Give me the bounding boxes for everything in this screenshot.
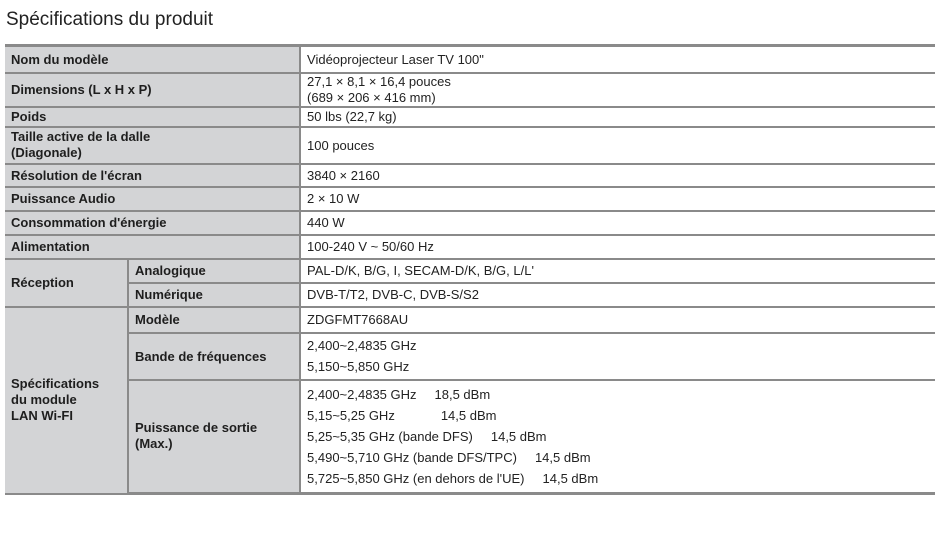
output-power-entry	[307, 405, 929, 426]
row-wifi-output-power	[5, 380, 935, 494]
value-wifi-output-power	[300, 380, 935, 494]
label-wifi-output-power	[128, 380, 300, 494]
row-reception-digital	[5, 283, 935, 307]
label-output-power-line2: (Max.)	[135, 436, 173, 452]
value-reception-digital: DVB-T/T2, DVB-C, DVB-S/S2	[300, 283, 935, 307]
row-wifi-model	[5, 307, 935, 333]
label-reception-analog: Analogique	[128, 259, 300, 283]
label-resolution: Résolution de l'écran	[5, 164, 300, 187]
output-power-entry	[307, 426, 929, 447]
label-wifi-module	[5, 307, 128, 494]
label-reception-digital: Numérique	[128, 283, 300, 307]
output-power-entry	[307, 468, 929, 489]
value-dimensions-inches: 27,1 × 8,1 × 16,4 pouces	[307, 73, 451, 89]
value-weight: 50 lbs (22,7 kg)	[300, 107, 935, 127]
output-power-band: 5,725~5,850 GHz (en dehors de l'UE)	[307, 470, 525, 486]
row-model-name	[5, 46, 935, 73]
output-power-entry	[307, 384, 929, 405]
frequency-band-item: 5,150~5,850 GHz	[307, 359, 410, 374]
value-power-supply: 100-240 V ~ 50/60 Hz	[300, 235, 935, 259]
label-power-consumption: Consommation d'énergie	[5, 211, 300, 235]
row-power-supply	[5, 235, 935, 259]
row-power-consumption	[5, 211, 935, 235]
value-wifi-frequency	[300, 333, 935, 380]
label-audio-power: Puissance Audio	[5, 187, 300, 211]
label-panel-size-line1: Taille active de la dalle	[11, 129, 151, 144]
row-reception-analog	[5, 259, 935, 283]
label-output-power-line1: Puissance de sortie	[135, 420, 258, 436]
output-power-value: 14,5 dBm	[534, 449, 591, 465]
label-wifi-line2: du module	[11, 392, 77, 407]
output-power-band: 5,25~5,35 GHz (bande DFS)	[307, 428, 473, 444]
label-wifi-line3: LAN Wi-FI	[11, 408, 73, 423]
label-panel-size-line2: (Diagonale)	[11, 145, 82, 160]
value-dimensions	[300, 73, 935, 107]
row-dimensions	[5, 73, 935, 107]
page-title: Spécifications du produit	[6, 9, 214, 30]
output-power-band: 5,490~5,710 GHz (bande DFS/TPC)	[307, 449, 517, 465]
value-reception-analog: PAL-D/K, B/G, I, SECAM-D/K, B/G, L/L'	[300, 259, 935, 283]
row-panel-size	[5, 127, 935, 164]
row-weight	[5, 107, 935, 127]
output-power-value: 14,5 dBm	[490, 428, 547, 444]
value-audio-power: 2 × 10 W	[300, 187, 935, 211]
label-wifi-line1: Spécifications	[11, 376, 100, 391]
label-wifi-frequency: Bande de fréquences	[128, 333, 300, 380]
value-power-consumption: 440 W	[300, 211, 935, 235]
value-wifi-model: ZDGFMT7668AU	[300, 307, 935, 333]
row-resolution	[5, 164, 935, 187]
label-model-name: Nom du modèle	[5, 46, 300, 73]
output-power-entry	[307, 447, 929, 468]
value-resolution: 3840 × 2160	[300, 164, 935, 187]
label-wifi-model: Modèle	[128, 307, 300, 333]
row-audio-power	[5, 187, 935, 211]
spec-table	[5, 44, 935, 495]
output-power-value: 14,5 dBm	[440, 407, 497, 423]
output-power-value: 18,5 dBm	[434, 386, 491, 402]
row-wifi-frequency	[5, 333, 935, 380]
output-power-band: 2,400~2,4835 GHz	[307, 386, 417, 402]
label-dimensions: Dimensions (L x H x P)	[5, 73, 300, 107]
output-power-band: 5,15~5,25 GHz	[307, 407, 395, 423]
value-dimensions-mm: (689 × 206 × 416 mm)	[307, 89, 436, 105]
label-reception: Réception	[5, 259, 128, 307]
output-power-value: 14,5 dBm	[542, 470, 599, 486]
value-model-name: Vidéoprojecteur Laser TV 100"	[300, 46, 935, 73]
label-panel-size	[5, 127, 300, 164]
value-panel-size: 100 pouces	[300, 127, 935, 164]
label-weight: Poids	[5, 107, 300, 127]
label-power-supply: Alimentation	[5, 235, 300, 259]
frequency-band-item: 2,400~2,4835 GHz	[307, 338, 417, 353]
